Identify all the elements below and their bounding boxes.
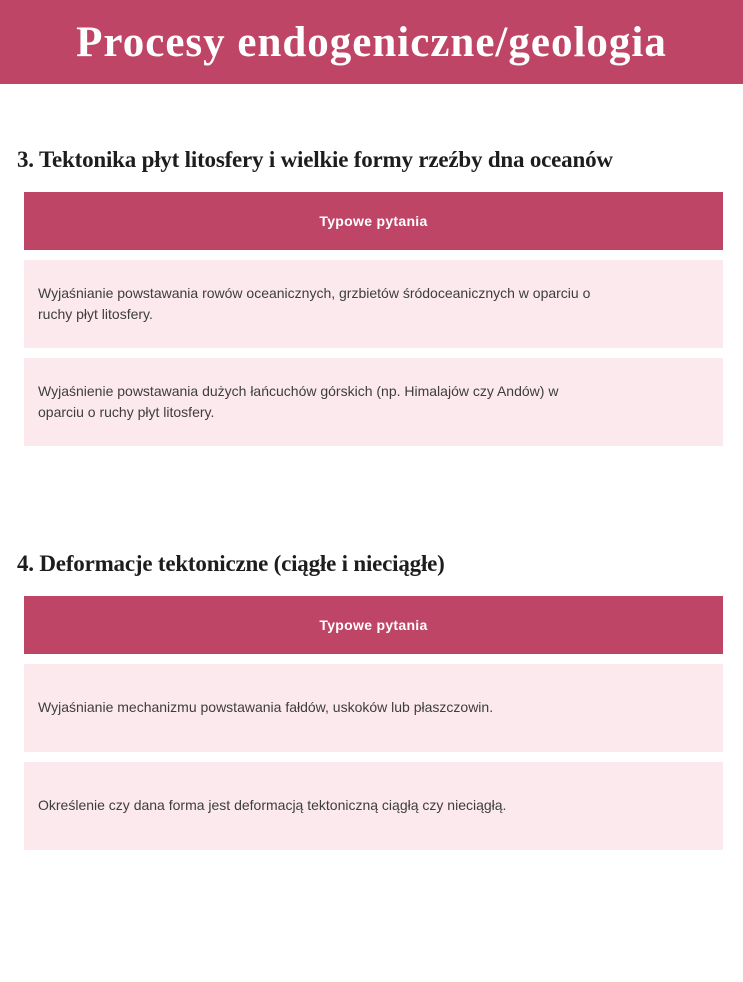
question-text: Określenie czy dana forma jest deformacją tektoniczną ciągłą czy nieciągłą. — [38, 797, 507, 813]
page-title: Procesy endogeniczne/geologia — [76, 18, 667, 66]
section-plate-tectonics — [17, 146, 723, 446]
question-text: Wyjaśnianie powstawania rowów oceanicznych, grzbietów śródoceanicznych w oparciu o ruchy płyt litosfery. — [38, 284, 591, 322]
section-tectonic-deformations — [17, 550, 723, 850]
content-area — [0, 146, 743, 850]
page-header — [0, 0, 743, 84]
banner-label: Typowe pytania — [319, 616, 428, 633]
question-card — [24, 358, 723, 446]
typical-questions-banner — [24, 192, 723, 250]
banner-label: Typowe pytania — [319, 212, 428, 229]
question-card — [24, 762, 723, 850]
question-text: Wyjaśnianie mechanizmu powstawania fałdów, uskoków lub płaszczowin. — [38, 699, 494, 715]
typical-questions-banner — [24, 596, 723, 654]
question-text: Wyjaśnienie powstawania dużych łańcuchów górskich (np. Himalajów czy Andów) w oparciu o ruchy płyt litosfery. — [38, 382, 559, 420]
question-card — [24, 260, 723, 348]
section-heading: 3. Tektonika płyt litosfery i wielkie formy rzeźby dna oceanów — [17, 147, 613, 172]
question-card — [24, 664, 723, 752]
section-heading: 4. Deformacje tektoniczne (ciągłe i nieciągłe) — [17, 550, 445, 576]
